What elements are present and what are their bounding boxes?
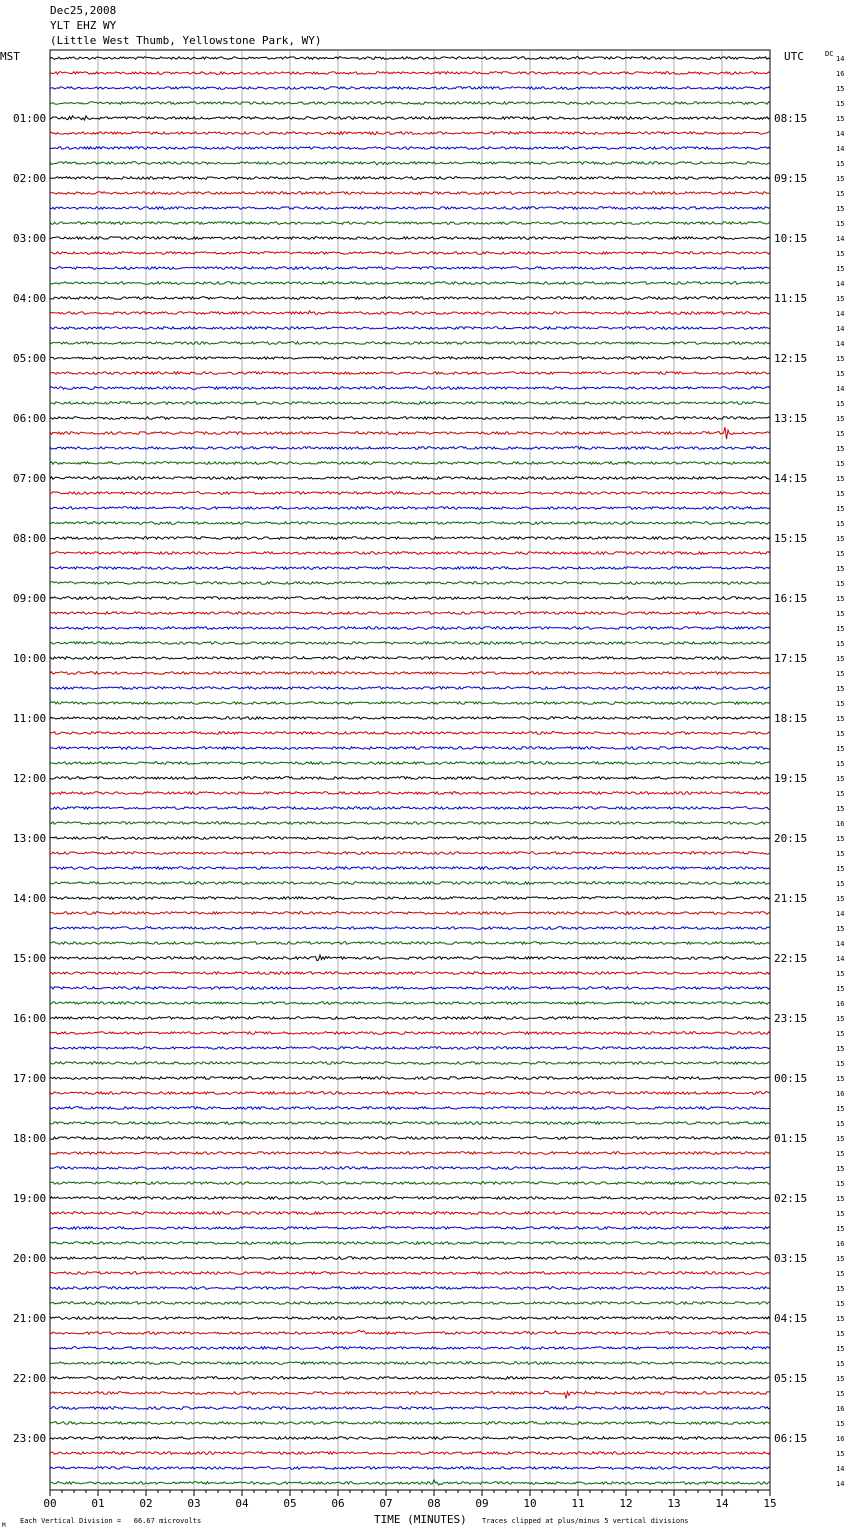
seismic-trace (50, 1467, 770, 1470)
dc-offset-value: 16 (836, 820, 845, 828)
seismic-trace (50, 1272, 770, 1275)
dc-offset-value: 15 (836, 475, 845, 483)
seismic-trace (50, 1257, 770, 1260)
seismic-trace (50, 177, 770, 180)
seismic-trace (50, 792, 770, 795)
right-hour-label: 18:15 (774, 712, 808, 725)
left-hour-label: 03:00 (13, 232, 47, 245)
dc-offset-value: 16 (836, 70, 845, 78)
x-tick-label: 01 (91, 1497, 105, 1510)
left-hour-label: 17:00 (13, 1072, 47, 1085)
seismic-trace (50, 1227, 770, 1230)
dc-offset-value: 15 (836, 760, 845, 768)
dc-offset-value: 16 (836, 1240, 845, 1248)
dc-offset-value: 15 (836, 220, 845, 228)
right-hour-label: 12:15 (774, 352, 808, 365)
dc-offset-value: 15 (836, 1105, 845, 1113)
seismic-trace (50, 612, 770, 615)
left-hour-label: 14:00 (13, 892, 47, 905)
right-hour-label: 00:15 (774, 1072, 808, 1085)
dc-offset-value: 15 (836, 640, 845, 648)
dc-offset-value: 15 (836, 1030, 845, 1038)
right-timezone-label: UTC (784, 50, 804, 63)
dc-offset-value: 15 (836, 445, 845, 453)
seismic-trace (50, 1391, 770, 1399)
seismic-trace (50, 672, 770, 675)
left-hour-label: 07:00 (13, 472, 47, 485)
seismic-trace (50, 1362, 770, 1365)
seismic-trace (50, 657, 770, 660)
seismic-trace (50, 1212, 770, 1215)
seismic-trace (50, 972, 770, 975)
seismic-trace (50, 1182, 770, 1185)
left-hour-label: 10:00 (13, 652, 47, 665)
dc-offset-value: 15 (836, 655, 845, 663)
seismic-trace (50, 1287, 770, 1290)
x-tick-label: 11 (571, 1497, 585, 1510)
seismic-trace (50, 297, 770, 300)
seismic-trace (50, 1452, 770, 1455)
x-tick-label: 15 (763, 1497, 777, 1510)
seismic-trace (50, 717, 770, 720)
seismic-trace (50, 897, 770, 900)
right-hour-label: 01:15 (774, 1132, 808, 1145)
left-hour-label: 02:00 (13, 172, 47, 185)
seismic-trace (50, 942, 770, 945)
seismic-trace (50, 282, 770, 285)
seismic-trace (50, 87, 770, 90)
x-tick-label: 07 (379, 1497, 393, 1510)
seismic-trace (50, 1377, 770, 1380)
seismic-trace (50, 627, 770, 630)
left-hour-label: 16:00 (13, 1012, 47, 1025)
x-tick-label: 10 (523, 1497, 537, 1510)
seismic-trace (50, 955, 770, 961)
seismic-trace (50, 1122, 770, 1125)
dc-offset-value: 15 (836, 505, 845, 513)
dc-offset-value: 15 (836, 1135, 845, 1143)
dc-offset-value: 15 (836, 1015, 845, 1023)
dc-offset-value: 14 (836, 910, 845, 918)
dc-offset-value: 15 (836, 1180, 845, 1188)
dc-offset-value: 15 (836, 355, 845, 363)
dc-offset-value: 15 (836, 835, 845, 843)
seismic-trace (50, 642, 770, 645)
dc-offset-value: 15 (836, 250, 845, 258)
seismic-trace (50, 1062, 770, 1065)
seismic-trace (50, 267, 770, 270)
dc-offset-value: 15 (836, 1255, 845, 1263)
seismic-trace (50, 162, 770, 165)
left-hour-label: 06:00 (13, 412, 47, 425)
dc-offset-value: 15 (836, 700, 845, 708)
seismic-trace (50, 1330, 770, 1334)
left-hour-label: 15:00 (13, 952, 47, 965)
seismic-trace (50, 252, 770, 255)
seismic-trace (50, 311, 770, 315)
seismic-trace (50, 807, 770, 810)
right-hour-label: 05:15 (774, 1372, 808, 1385)
left-hour-label: 21:00 (13, 1312, 47, 1325)
dc-offset-value: 15 (836, 415, 845, 423)
seismic-trace (50, 1077, 770, 1080)
clip-note: Traces clipped at plus/minus 5 vertical divisions (482, 1517, 689, 1525)
dc-offset-value: 15 (836, 865, 845, 873)
left-hour-label: 20:00 (13, 1252, 47, 1265)
dc-offset-header: DC (825, 50, 834, 58)
dc-offset-value: 15 (836, 1345, 845, 1353)
right-hour-label: 02:15 (774, 1192, 808, 1205)
footer-left-mark: M (2, 1522, 6, 1529)
seismic-trace (50, 1422, 770, 1425)
right-hour-label: 09:15 (774, 172, 808, 185)
right-hour-label: 22:15 (774, 952, 808, 965)
seismic-trace (50, 207, 770, 210)
dc-offset-value: 15 (836, 1075, 845, 1083)
dc-offset-value: 15 (836, 985, 845, 993)
seismic-trace (50, 1047, 770, 1050)
dc-offset-value: 15 (836, 1450, 845, 1458)
left-hour-label: 05:00 (13, 352, 47, 365)
dc-offset-value: 15 (836, 565, 845, 573)
dc-offset-value: 15 (836, 115, 845, 123)
seismic-trace (50, 1407, 770, 1410)
seismic-trace (50, 372, 770, 375)
seismic-trace (50, 357, 770, 360)
seismic-trace (50, 882, 770, 885)
dc-offset-value: 14 (836, 1480, 845, 1488)
dc-offset-value: 15 (836, 1300, 845, 1308)
dc-offset-value: 14 (836, 340, 845, 348)
scale-note: Each Vertical Division = 66.67 microvolts (20, 1517, 202, 1525)
seismic-trace (50, 72, 770, 75)
x-axis-title: TIME (MINUTES) (374, 1513, 467, 1526)
dc-offset-value: 15 (836, 790, 845, 798)
dc-offset-value: 15 (836, 1225, 845, 1233)
dc-offset-value: 15 (836, 970, 845, 978)
right-hour-label: 11:15 (774, 292, 808, 305)
seismic-trace (50, 417, 770, 420)
right-hour-label: 13:15 (774, 412, 808, 425)
station-code: YLT EHZ WY (50, 19, 117, 32)
dc-offset-value: 16 (836, 1090, 845, 1098)
x-tick-label: 09 (475, 1497, 489, 1510)
dc-offset-value: 15 (836, 1045, 845, 1053)
dc-offset-value: 14 (836, 235, 845, 243)
dc-offset-value: 15 (836, 880, 845, 888)
dc-offset-value: 14 (836, 55, 845, 63)
dc-offset-value: 15 (836, 1360, 845, 1368)
dc-offset-value: 15 (836, 460, 845, 468)
x-tick-label: 03 (187, 1497, 201, 1510)
right-hour-label: 21:15 (774, 892, 808, 905)
seismic-trace (50, 1032, 770, 1035)
seismic-trace (50, 1347, 770, 1350)
dc-offset-value: 15 (836, 550, 845, 558)
right-hour-label: 23:15 (774, 1012, 808, 1025)
x-tick-label: 08 (427, 1497, 441, 1510)
seismic-trace (50, 1480, 770, 1485)
seismic-trace (50, 702, 770, 705)
seismic-trace (50, 582, 770, 585)
right-hour-label: 06:15 (774, 1432, 808, 1445)
seismic-trace (50, 732, 770, 735)
dc-offset-value: 15 (836, 1390, 845, 1398)
dc-offset-value: 15 (836, 265, 845, 273)
dc-offset-value: 15 (836, 520, 845, 528)
seismic-trace (50, 1107, 770, 1110)
seismic-trace (50, 342, 770, 345)
dc-offset-value: 15 (836, 160, 845, 168)
seismic-trace (50, 147, 770, 150)
dc-offset-value: 14 (836, 385, 845, 393)
seismic-trace (50, 192, 770, 195)
dc-offset-value: 15 (836, 295, 845, 303)
seismic-trace (50, 1137, 770, 1140)
dc-offset-value: 15 (836, 685, 845, 693)
seismic-trace (50, 867, 770, 870)
seismic-trace (50, 1002, 770, 1005)
dc-offset-value: 15 (836, 400, 845, 408)
seismic-trace (50, 912, 770, 915)
right-hour-label: 20:15 (774, 832, 808, 845)
seismic-trace (50, 852, 770, 855)
x-tick-label: 04 (235, 1497, 249, 1510)
dc-offset-value: 15 (836, 595, 845, 603)
dc-offset-value: 15 (836, 1285, 845, 1293)
dc-offset-value: 15 (836, 1420, 845, 1428)
seismic-trace (50, 102, 770, 105)
right-hour-label: 08:15 (774, 112, 808, 125)
seismic-trace (50, 1197, 770, 1200)
left-hour-label: 23:00 (13, 1432, 47, 1445)
dc-offset-value: 15 (836, 190, 845, 198)
seismic-trace (50, 1302, 770, 1305)
seismic-trace (50, 387, 770, 390)
seismic-trace (50, 427, 770, 439)
trace-group (50, 57, 770, 1485)
seismic-trace (50, 1317, 770, 1320)
seismic-trace (50, 777, 770, 780)
seismic-trace (50, 522, 770, 525)
left-timezone-label: MST (0, 50, 20, 63)
dc-offset-value: 16 (836, 1435, 845, 1443)
dc-offset-value: 15 (836, 925, 845, 933)
dc-offset-value: 15 (836, 745, 845, 753)
left-hour-label: 09:00 (13, 592, 47, 605)
seismic-trace (50, 132, 770, 135)
seismic-trace (50, 762, 770, 765)
seismic-trace (50, 927, 770, 930)
dc-offset-value: 15 (836, 1060, 845, 1068)
right-hour-label: 19:15 (774, 772, 808, 785)
dc-offset-value: 15 (836, 850, 845, 858)
seismic-trace (50, 402, 770, 405)
seismic-trace (50, 597, 770, 600)
dc-offset-value: 14 (836, 955, 845, 963)
seismic-trace (50, 116, 770, 120)
dc-offset-value: 15 (836, 1165, 845, 1173)
dc-offset-value: 15 (836, 580, 845, 588)
dc-offset-value: 15 (836, 430, 845, 438)
seismic-trace (50, 1017, 770, 1020)
dc-offset-value: 14 (836, 280, 845, 288)
right-hour-label: 17:15 (774, 652, 808, 665)
dc-offset-value: 15 (836, 205, 845, 213)
right-hour-label: 03:15 (774, 1252, 808, 1265)
station-location: (Little West Thumb, Yellowstone Park, WY) (50, 34, 322, 47)
left-hour-label: 19:00 (13, 1192, 47, 1205)
plot-date: Dec25,2008 (50, 4, 117, 17)
seismic-trace (50, 447, 770, 450)
right-hour-label: 04:15 (774, 1312, 808, 1325)
right-hour-label: 16:15 (774, 592, 808, 605)
dc-offset-value: 15 (836, 610, 845, 618)
seismic-trace (50, 327, 770, 330)
dc-offset-value: 15 (836, 490, 845, 498)
right-hour-label: 14:15 (774, 472, 808, 485)
seismic-trace (50, 537, 770, 540)
dc-offset-value: 16 (836, 1000, 845, 1008)
seismic-trace (50, 822, 770, 825)
dc-offset-value: 15 (836, 1330, 845, 1338)
dc-offset-value: 14 (836, 145, 845, 153)
x-tick-label: 06 (331, 1497, 345, 1510)
seismic-trace (50, 552, 770, 555)
dc-offset-value: 14 (836, 1465, 845, 1473)
seismic-trace (50, 1242, 770, 1245)
dc-offset-value: 15 (836, 85, 845, 93)
dc-offset-value: 15 (836, 775, 845, 783)
seismic-trace (50, 222, 770, 225)
dc-offset-value: 16 (836, 1405, 845, 1413)
dc-offset-value: 15 (836, 730, 845, 738)
axis-label-group (13, 55, 844, 1510)
dc-offset-value: 15 (836, 805, 845, 813)
dc-offset-value: 15 (836, 1210, 845, 1218)
dc-offset-value: 14 (836, 325, 845, 333)
left-hour-label: 22:00 (13, 1372, 47, 1385)
x-tick-label: 13 (667, 1497, 681, 1510)
left-hour-label: 08:00 (13, 532, 47, 545)
x-tick-label: 12 (619, 1497, 633, 1510)
dc-offset-value: 14 (836, 130, 845, 138)
seismic-trace (50, 837, 770, 840)
left-hour-label: 12:00 (13, 772, 47, 785)
seismic-trace (50, 57, 770, 60)
seismic-trace (50, 1092, 770, 1095)
left-hour-label: 13:00 (13, 832, 47, 845)
seismic-trace (50, 507, 770, 510)
seismic-trace (50, 477, 770, 480)
dc-offset-value: 15 (836, 1195, 845, 1203)
dc-offset-value: 15 (836, 895, 845, 903)
seismic-trace (50, 462, 770, 465)
dc-offset-value: 15 (836, 1270, 845, 1278)
dc-offset-value: 15 (836, 715, 845, 723)
dc-offset-value: 15 (836, 370, 845, 378)
seismic-trace (50, 747, 770, 750)
plot-frame (50, 50, 770, 1490)
seismic-trace (50, 237, 770, 240)
x-tick-label: 14 (715, 1497, 729, 1510)
left-hour-label: 11:00 (13, 712, 47, 725)
seismic-trace (50, 687, 770, 690)
seismic-trace (50, 1167, 770, 1170)
dc-offset-value: 15 (836, 535, 845, 543)
left-hour-label: 04:00 (13, 292, 47, 305)
dc-offset-value: 15 (836, 100, 845, 108)
left-hour-label: 01:00 (13, 112, 47, 125)
dc-offset-value: 15 (836, 625, 845, 633)
left-hour-label: 18:00 (13, 1132, 47, 1145)
dc-offset-value: 15 (836, 1315, 845, 1323)
dc-offset-value: 15 (836, 670, 845, 678)
seismic-trace (50, 492, 770, 495)
dc-offset-value: 14 (836, 310, 845, 318)
right-hour-label: 15:15 (774, 532, 808, 545)
dc-offset-value: 14 (836, 940, 845, 948)
right-hour-label: 10:15 (774, 232, 808, 245)
seismic-trace (50, 987, 770, 990)
seismic-trace (50, 1437, 770, 1440)
x-tick-label: 00 (43, 1497, 57, 1510)
dc-offset-value: 15 (836, 175, 845, 183)
x-tick-label: 02 (139, 1497, 153, 1510)
x-tick-label: 05 (283, 1497, 297, 1510)
dc-offset-value: 15 (836, 1120, 845, 1128)
seismic-trace (50, 567, 770, 570)
dc-offset-value: 15 (836, 1150, 845, 1158)
seismic-trace (50, 1152, 770, 1155)
dc-offset-value: 15 (836, 1375, 845, 1383)
